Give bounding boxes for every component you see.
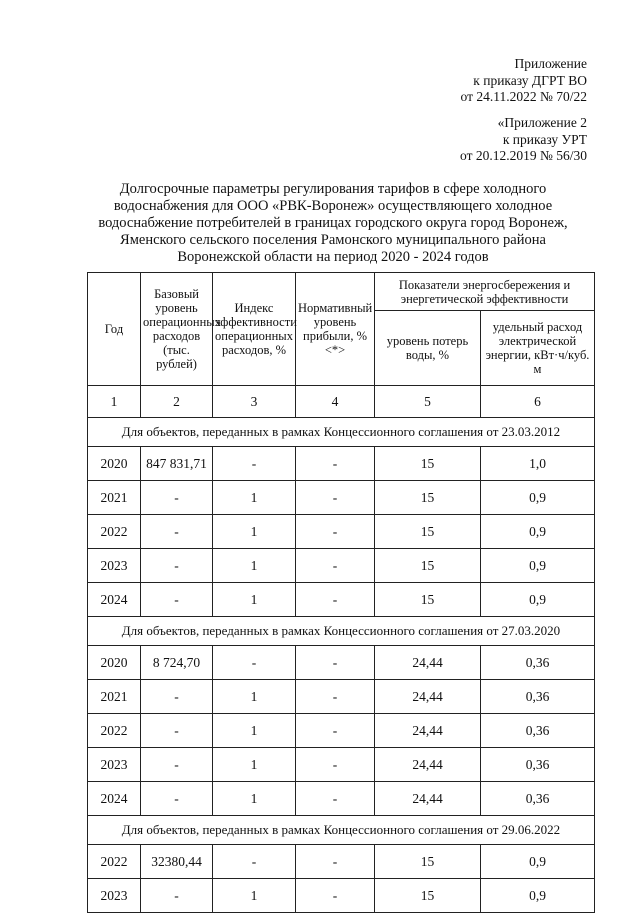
cell-efficiency-index: 1 — [213, 583, 296, 617]
header-efficiency-index: Индекс эффективности операционных расходов, % — [213, 273, 296, 386]
cell-year: 2024 — [88, 583, 141, 617]
cell-water-loss: 15 — [375, 879, 481, 913]
table-row — [88, 782, 595, 816]
table-row — [88, 714, 595, 748]
table-row — [88, 583, 595, 617]
cell-energy-consumption: 0,9 — [481, 879, 595, 913]
table-row — [88, 646, 595, 680]
title-line: водоснабжения для ООО «РВК-Воронеж» осуществляющего холодное — [113, 198, 553, 214]
annex-line: к приказу УРТ — [502, 131, 587, 147]
cell-year: 2022 — [88, 845, 141, 879]
column-number: 5 — [375, 386, 481, 418]
annex-reference-previous — [460, 115, 587, 165]
section-title: Для объектов, переданных в рамках Концессионного соглашения от 27.03.2020 — [88, 617, 595, 646]
table-row — [88, 879, 595, 913]
cell-efficiency-index: 1 — [213, 879, 296, 913]
column-number: 1 — [88, 386, 141, 418]
table-body — [88, 418, 595, 913]
cell-year: 2022 — [88, 515, 141, 549]
cell-efficiency-index: 1 — [213, 782, 296, 816]
cell-energy-consumption: 0,36 — [481, 748, 595, 782]
cell-water-loss: 15 — [375, 515, 481, 549]
cell-efficiency-index: 1 — [213, 481, 296, 515]
section-row — [88, 816, 595, 845]
section-row — [88, 617, 595, 646]
annex-reference-current — [461, 56, 587, 106]
cell-energy-consumption: 0,36 — [481, 782, 595, 816]
cell-year: 2020 — [88, 646, 141, 680]
cell-water-loss: 15 — [375, 845, 481, 879]
cell-profit-level: - — [296, 447, 375, 481]
title-line: Яменского сельского поселения Рамонского муниципального района — [120, 232, 546, 248]
section-title: Для объектов, переданных в рамках Концессионного соглашения от 29.06.2022 — [88, 816, 595, 845]
cell-profit-level: - — [296, 714, 375, 748]
cell-efficiency-index: 1 — [213, 549, 296, 583]
cell-water-loss: 15 — [375, 583, 481, 617]
table-row — [88, 748, 595, 782]
cell-water-loss: 15 — [375, 481, 481, 515]
cell-efficiency-index: - — [213, 845, 296, 879]
cell-year: 2023 — [88, 879, 141, 913]
cell-water-loss: 24,44 — [375, 646, 481, 680]
cell-profit-level: - — [296, 782, 375, 816]
cell-energy-consumption: 0,9 — [481, 845, 595, 879]
annex-line: от 24.11.2022 № 70/22 — [460, 89, 587, 104]
cell-base-level: - — [141, 583, 213, 617]
annex-line: Приложение — [514, 56, 587, 71]
column-number: 4 — [296, 386, 375, 418]
cell-year: 2020 — [88, 447, 141, 481]
cell-water-loss: 24,44 — [375, 748, 481, 782]
cell-base-level: - — [141, 714, 213, 748]
annex-line: «Приложение 2 — [497, 115, 587, 130]
cell-base-level: - — [141, 515, 213, 549]
cell-energy-consumption: 0,36 — [481, 646, 595, 680]
annex-line: к приказу ДГРТ ВО — [473, 72, 587, 88]
cell-profit-level: - — [296, 879, 375, 913]
cell-energy-consumption: 0,36 — [481, 714, 595, 748]
title-line: Долгосрочные параметры регулирования тарифов в сфере холодного — [119, 181, 547, 197]
cell-energy-consumption: 0,9 — [481, 481, 595, 515]
cell-base-level: - — [141, 879, 213, 913]
cell-profit-level: - — [296, 845, 375, 879]
annex-line: от 20.12.2019 № 56/30 — [460, 148, 587, 163]
cell-base-level: - — [141, 782, 213, 816]
column-numbers-row — [88, 386, 595, 418]
cell-base-level: 847 831,71 — [141, 447, 213, 481]
header-energy-consumption: удельный расход электрической энергии, кВт·ч/куб. м — [481, 311, 595, 386]
cell-efficiency-index: 1 — [213, 680, 296, 714]
cell-energy-consumption: 0,36 — [481, 680, 595, 714]
cell-profit-level: - — [296, 646, 375, 680]
column-number: 6 — [481, 386, 595, 418]
cell-base-level: - — [141, 680, 213, 714]
cell-energy-consumption: 0,9 — [481, 583, 595, 617]
cell-efficiency-index: - — [213, 646, 296, 680]
cell-efficiency-index: 1 — [213, 714, 296, 748]
cell-base-level: - — [141, 481, 213, 515]
cell-profit-level: - — [296, 748, 375, 782]
table-row — [88, 481, 595, 515]
header-profit-level: Нормативный уровень прибыли, % <*> — [296, 273, 375, 386]
cell-base-level: - — [141, 748, 213, 782]
cell-water-loss: 24,44 — [375, 782, 481, 816]
cell-base-level: 8 724,70 — [141, 646, 213, 680]
header-year: Год — [88, 273, 141, 386]
title-line: водоснабжение потребителей в границах городского округа город Воронеж, — [98, 215, 568, 231]
header-water-loss: уровень потерь воды, % — [375, 311, 481, 386]
table-row — [88, 549, 595, 583]
cell-energy-consumption: 1,0 — [481, 447, 595, 481]
cell-water-loss: 15 — [375, 447, 481, 481]
cell-energy-consumption: 0,9 — [481, 549, 595, 583]
cell-year: 2023 — [88, 748, 141, 782]
column-number: 3 — [213, 386, 296, 418]
cell-year: 2024 — [88, 782, 141, 816]
cell-profit-level: - — [296, 583, 375, 617]
cell-profit-level: - — [296, 680, 375, 714]
cell-water-loss: 15 — [375, 549, 481, 583]
cell-profit-level: - — [296, 549, 375, 583]
cell-year: 2021 — [88, 680, 141, 714]
table-row — [88, 447, 595, 481]
header-base-level: Базовый уровень операционных расходов (тыс. рублей) — [141, 273, 213, 386]
cell-year: 2022 — [88, 714, 141, 748]
cell-water-loss: 24,44 — [375, 714, 481, 748]
column-number: 2 — [141, 386, 213, 418]
cell-year: 2021 — [88, 481, 141, 515]
cell-base-level: - — [141, 549, 213, 583]
cell-energy-consumption: 0,9 — [481, 515, 595, 549]
tariff-parameters-table — [87, 272, 595, 913]
section-row — [88, 418, 595, 447]
cell-efficiency-index: 1 — [213, 515, 296, 549]
cell-efficiency-index: - — [213, 447, 296, 481]
cell-water-loss: 24,44 — [375, 680, 481, 714]
table-row — [88, 845, 595, 879]
cell-base-level: 32380,44 — [141, 845, 213, 879]
cell-profit-level: - — [296, 481, 375, 515]
table-row — [88, 680, 595, 714]
cell-efficiency-index: 1 — [213, 748, 296, 782]
table-row — [88, 515, 595, 549]
cell-profit-level: - — [296, 515, 375, 549]
document-title — [88, 181, 578, 266]
header-energy-group: Показатели энергосбережения и энергетической эффективности — [375, 273, 595, 311]
cell-year: 2023 — [88, 549, 141, 583]
title-line: Воронежской области на период 2020 - 2024 годов — [177, 249, 489, 265]
section-title: Для объектов, переданных в рамках Концессионного соглашения от 23.03.2012 — [88, 418, 595, 447]
